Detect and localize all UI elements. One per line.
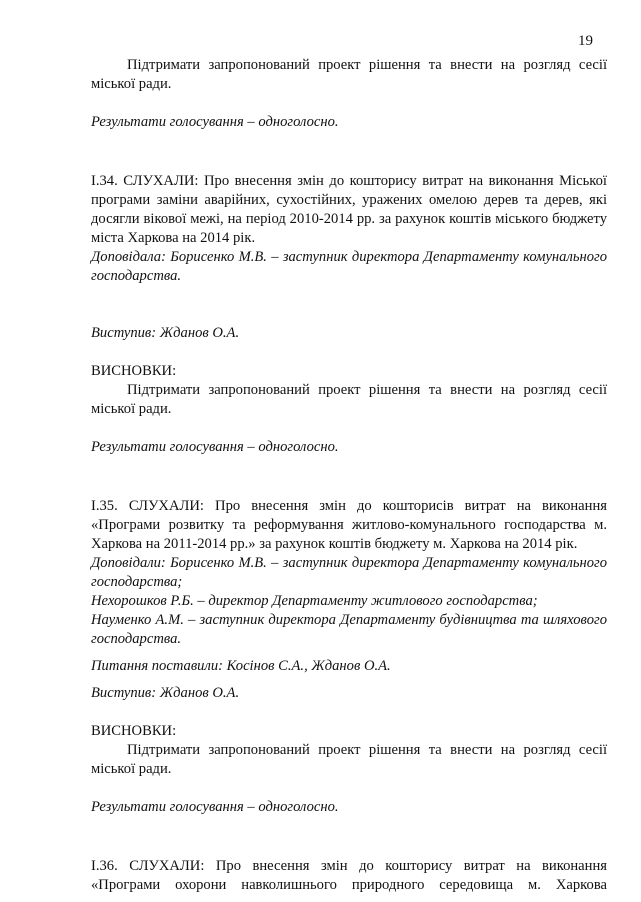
item-35-heard — [91, 497, 607, 554]
item-35-speaker-2: Нехорошков Р.Б. – директор Департаменту житлового господарства; — [91, 593, 538, 609]
item-35-questions: Питання поставили: Косінов С.А., Жданов О.А. — [91, 658, 391, 674]
item-36-heard — [91, 857, 607, 895]
item-34-vote: Результати голосування – одноголосно. — [91, 439, 339, 455]
item-34-decision: Підтримати запропонований проект рішення та внести на розгляд сесії міської ради. — [91, 382, 607, 417]
item-34-speaker: Доповідала: Борисенко М.В. – заступник директора Департаменту комунального господарства. — [91, 249, 607, 284]
intro-decision: Підтримати запропонований проект рішення та внести на розгляд сесії міської ради. — [91, 57, 607, 92]
document-page — [91, 56, 607, 895]
item-34-heard-label: СЛУХАЛИ: — [123, 173, 199, 189]
item-35-decision: Підтримати запропонований проект рішення та внести на розгляд сесії міської ради. — [91, 742, 607, 777]
item-36-number: І.36. — [91, 858, 118, 874]
item-35-speaker-3: Науменко А.М. – заступник директора Департаменту будівництва та шляхового господарства. — [91, 612, 607, 647]
item-36-heard-text: Про внесення змін до кошторису витрат на виконання «Програми охорони навколишнього природного середовища м. Харкова — [91, 858, 607, 893]
item-34-number: І.34. — [91, 173, 118, 189]
item-34-heard — [91, 172, 607, 248]
item-35-heard-text: Про внесення змін до кошторисів витрат на виконання «Програми розвитку та реформування житлово-комунального господарства м. Харкова на 2011-2014 рр.» за рахунок коштів бюджету м. Харкова на 2014 рік. — [91, 498, 607, 552]
item-34-performance: Виступив: Жданов О.А. — [91, 325, 240, 341]
item-35-conclusions-label: ВИСНОВКИ: — [91, 723, 177, 739]
item-36-heard-label: СЛУХАЛИ: — [129, 858, 205, 874]
item-34-heard-text: Про внесення змін до кошторису витрат на виконання Міської програми заміни аварійних, сухостійних, уражених омелою дерев та дерев, які досягли вікової межі, на період 2010-2014 рр. за рахунок коштів міського бюджету міста Харкова на 2014 рік. — [91, 173, 607, 246]
item-35-speaker-1: Доповідали: Борисенко М.В. – заступник директора Департаменту комунального господарства; — [91, 555, 607, 590]
item-35-vote: Результати голосування – одноголосно. — [91, 799, 339, 815]
item-35-heard-label: СЛУХАЛИ: — [128, 498, 204, 514]
intro-vote: Результати голосування – одноголосно. — [91, 114, 339, 130]
item-35-performance: Виступив: Жданов О.А. — [91, 685, 240, 701]
item-34-conclusions-label: ВИСНОВКИ: — [91, 363, 177, 379]
page-number: 19 — [578, 33, 593, 49]
item-35-number: І.35. — [91, 498, 118, 514]
